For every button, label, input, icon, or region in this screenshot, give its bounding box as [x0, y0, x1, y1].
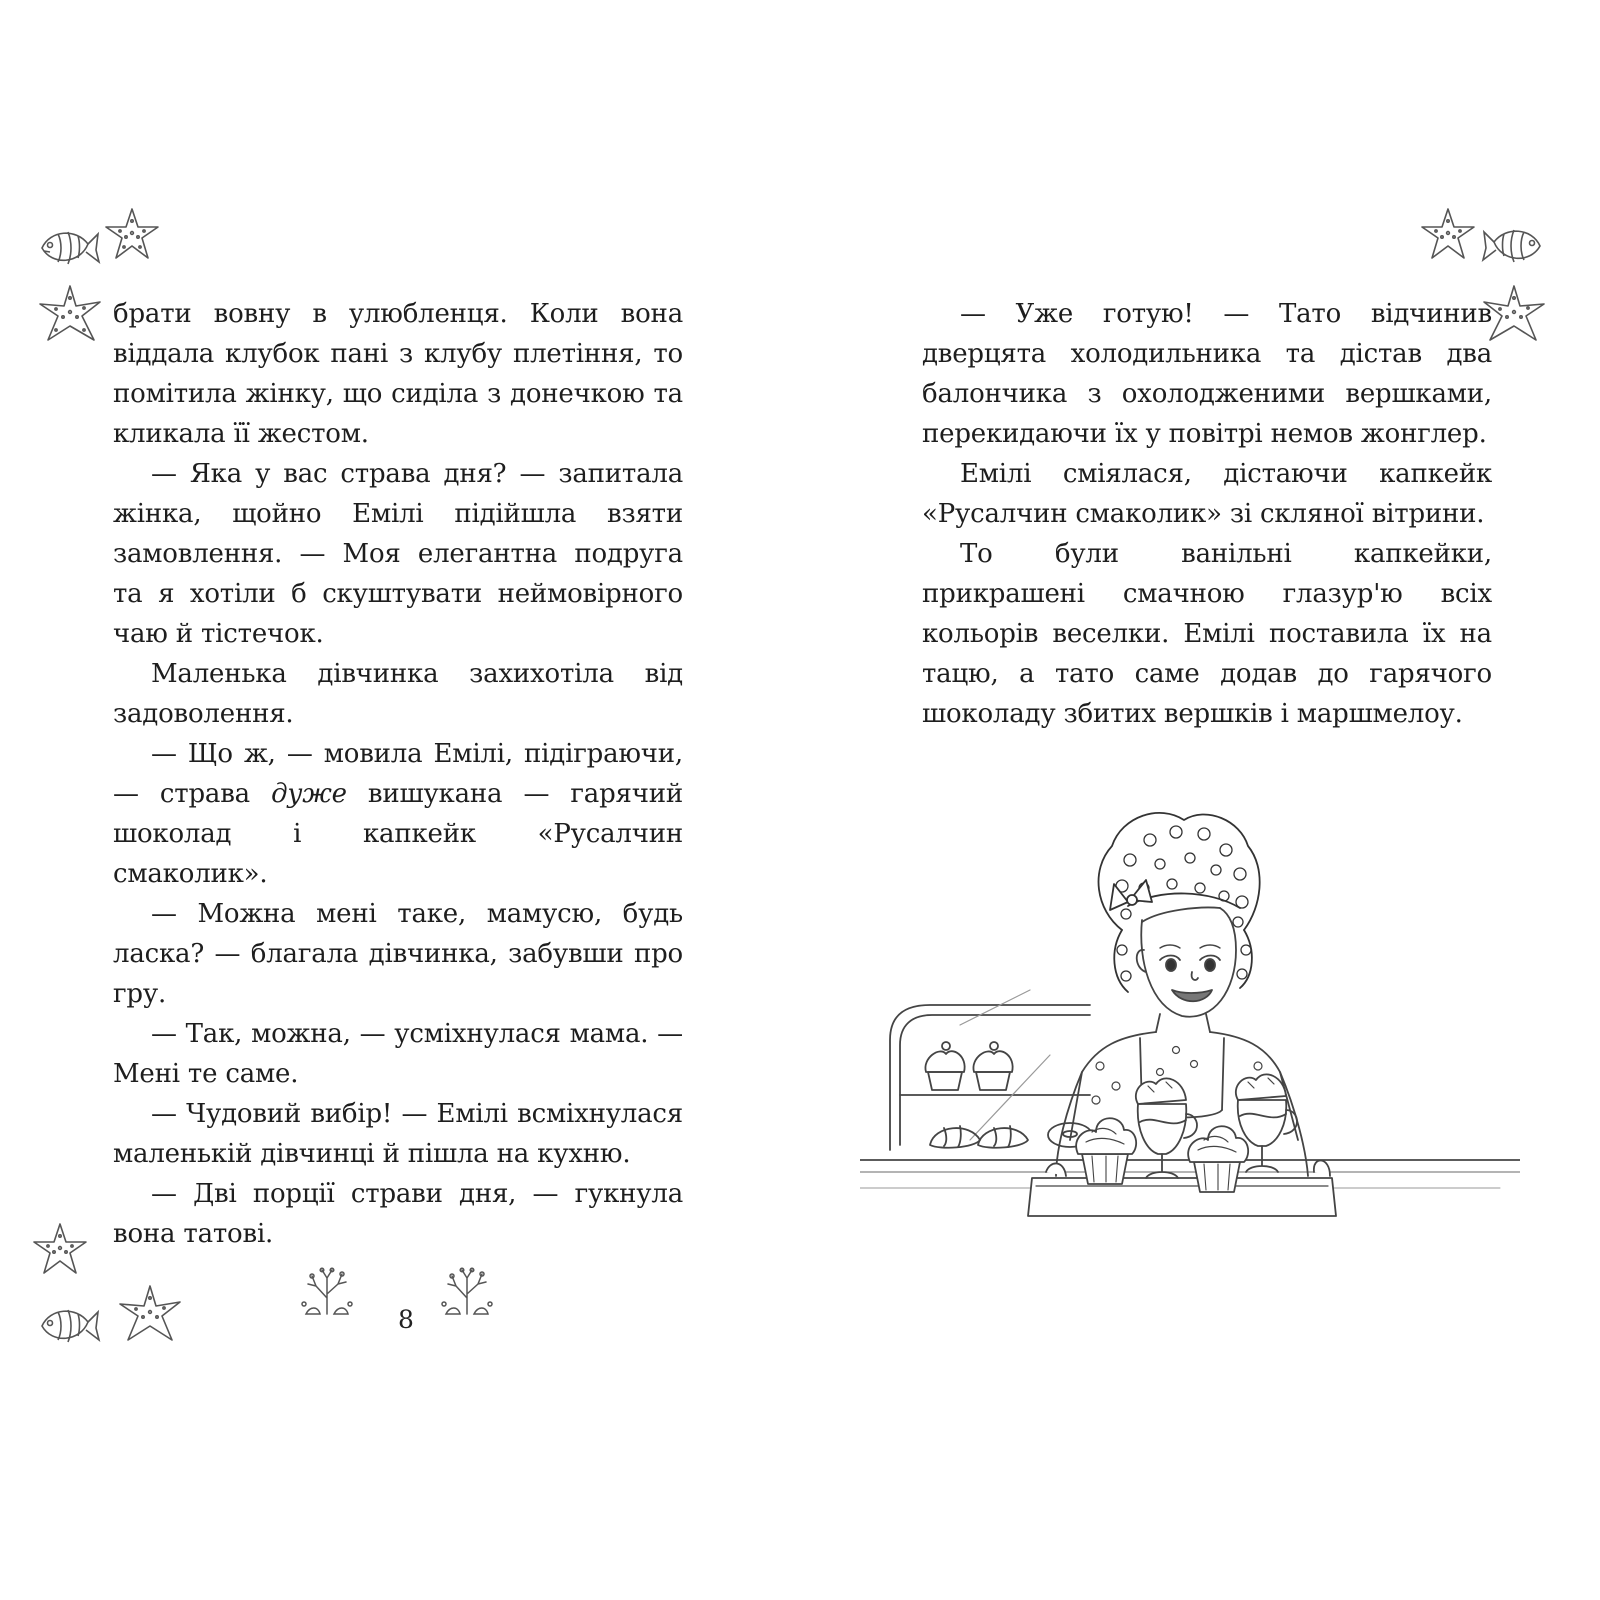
starfish-icon [116, 1282, 184, 1346]
paragraph: То були ванільні капкейки, прикрашені смачною глазур'ю всіх кольорів веселки. Емілі поставила їх на тацю, а тато саме додав до гарячого шоколаду збитих вершків і маршмелоу. [922, 539, 1492, 729]
starfish-icon [36, 282, 106, 346]
starfish-icon [1478, 282, 1548, 346]
paragraph-part: вишукана — гарячий шоколад і капкейк «Русалчин смаколик». [113, 779, 683, 889]
paragraph: — Можна мені таке, мамусю, будь ласка? — благала дівчинка, забувши про гру. [113, 899, 683, 1009]
paragraph: — Уже готую! — Тато відчинив дверцята холодильника та дістав два балончика з охолодженими вершками, перекидаючи їх у повітрі немов жонглер. [922, 299, 1492, 449]
paragraph: Маленька дівчинка захихотіла від задоволення. [113, 659, 683, 729]
paragraph: Емілі сміялася, дістаючи капкейк «Русалчин смаколик» зі скляної вітрини. [922, 459, 1492, 529]
left-page-text [113, 294, 683, 1254]
coral-icon [438, 1264, 496, 1320]
display-case [890, 990, 1092, 1150]
starfish-icon [102, 205, 162, 265]
paragraph: — Чудовий вибір! — Емілі всміхнулася маленькій дівчинці й пішла на кухню. [113, 1099, 683, 1169]
illustration-emily-with-tray [860, 810, 1520, 1290]
cupcake [1076, 1118, 1136, 1184]
paragraph-italic: дуже [271, 779, 347, 809]
hot-chocolate-glass [1136, 1078, 1197, 1178]
paragraph: — Так, можна, — усміхнулася мама. — Мені те саме. [113, 1019, 683, 1089]
paragraph: — Дві порції страви дня, — гукнула вона татові. [113, 1179, 683, 1249]
paragraph-part: — Що ж, — мовила Емілі, підіграючи, — страва [113, 739, 683, 809]
fish-icon [36, 220, 102, 276]
starfish-icon [1418, 205, 1478, 265]
paragraph [113, 734, 683, 894]
right-page-text [922, 294, 1492, 734]
page-number: 8 [398, 1305, 414, 1334]
fish-icon [1480, 218, 1546, 274]
coral-icon [298, 1264, 356, 1320]
paragraph: — Яка у вас страва дня? — запитала жінка, щойно Емілі підійшла взяти замовлення. — Моя елегантна подруга та я хотіли б скуштувати неймовірного чаю й тістечок. [113, 459, 683, 649]
girl-face [1137, 908, 1236, 1017]
tray [1028, 1160, 1336, 1216]
fish-icon [36, 1298, 102, 1354]
starfish-icon [30, 1220, 90, 1280]
paragraph: брати вовну в улюбленця. Коли вона віддала клубок пані з клубу плетіння, то помітила жінку, що сиділа з донечкою та кликала її жестом. [113, 299, 683, 449]
